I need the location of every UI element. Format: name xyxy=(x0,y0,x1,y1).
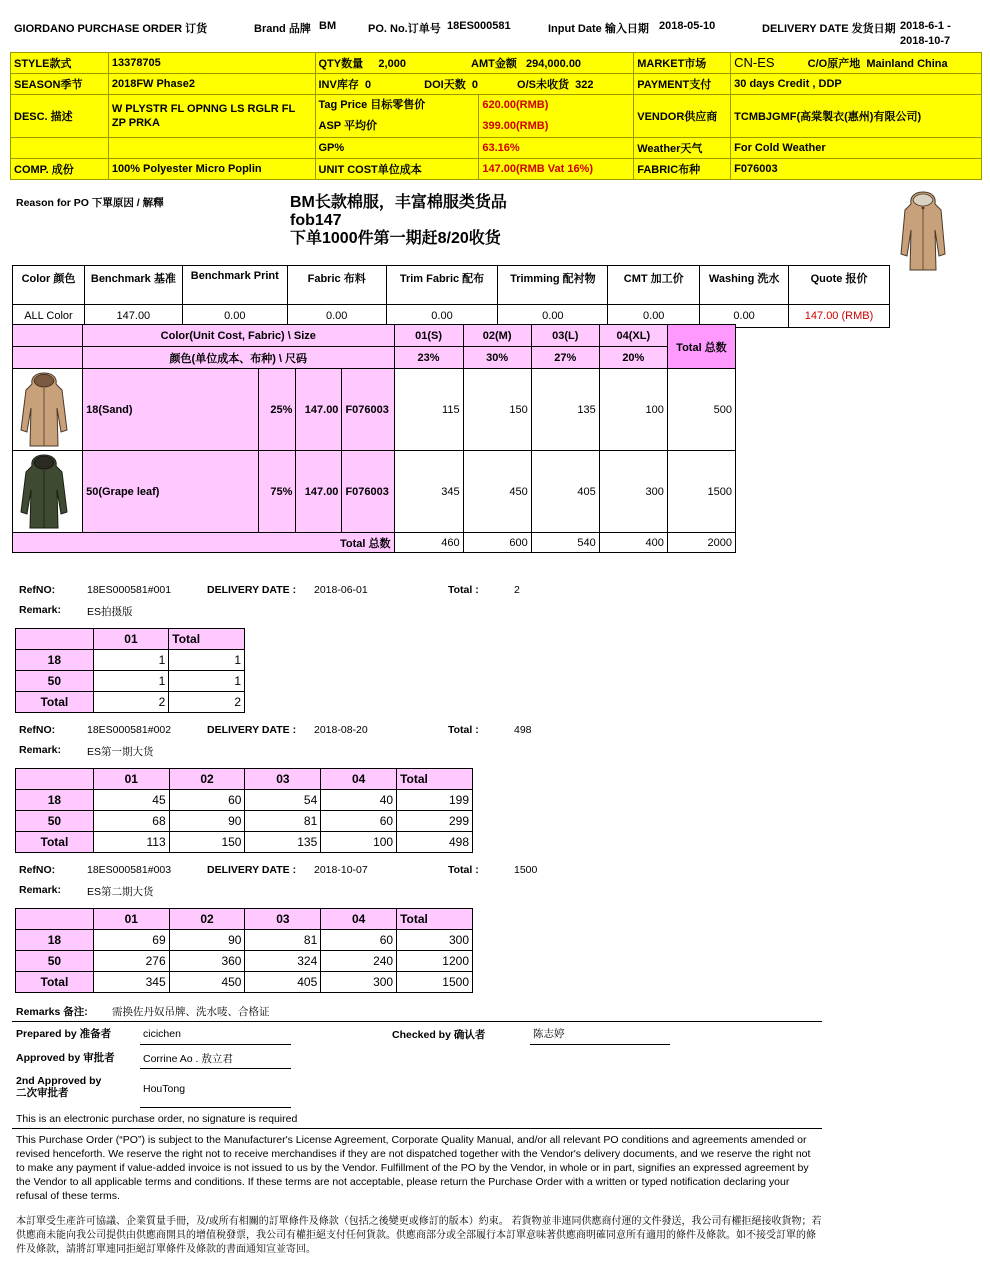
col-header: 01 xyxy=(93,629,169,650)
cost-cell: 0.00 xyxy=(182,305,287,328)
remark-text: ES第一期大货 xyxy=(87,746,154,758)
table-cell: 300 xyxy=(321,972,397,993)
matrix-header-cn: 颜色(单位成本、布种) \ 尺码 xyxy=(83,347,394,369)
delivery-date-start: 2018-6-1 - xyxy=(900,20,951,32)
style-sketch-image xyxy=(893,188,953,274)
size-ratio: 27% xyxy=(531,347,599,369)
cost-header: Benchmark 基准 xyxy=(84,266,182,305)
ref-label: RefNO: xyxy=(19,864,56,876)
delivery-date: 2018-06-01 xyxy=(314,584,368,596)
qty-cell: 345 xyxy=(394,451,463,533)
doi-value: 0 xyxy=(471,79,478,91)
col-header: 02 xyxy=(169,769,245,790)
divider xyxy=(12,1021,822,1022)
col-header: 03 xyxy=(245,769,321,790)
col-header: Total xyxy=(397,909,473,930)
comp-value: 100% Polyester Micro Poplin xyxy=(108,159,315,180)
qty-amt-cell: QTY数量 2,000 AMT金额 294,000.00 xyxy=(315,53,634,74)
inv-doi-os-cell: INV库存 0 DOI天数 0 O/S未收货 322 xyxy=(315,74,634,95)
color-pct: 75% xyxy=(259,451,296,533)
terms-english: This Purchase Order (“PO”) is subject to the Manufacturer's License Agreement, Corporate Quality Manual, and/or all relevant PO conditions and agreements amended or revised henceforth. We reserve the right not to receive merchandises if they are not dispatched together with the Vendor's delivery documents, and we reserve the right not to make any payment if value-added invoice is not issued to us by the Vendor. Fulfillment of the PO by the Vendor, in whole or in part, signifies an expressed agreement by the Vendor to all applicable terms and conditions. If these terms are not acceptable, please return the Purchase Order with a written or typed notification declaring your refusal of these terms. xyxy=(16,1134,811,1202)
table-cell: 90 xyxy=(169,811,245,832)
cost-cell: 0.00 xyxy=(700,305,789,328)
row-label: 18 xyxy=(16,930,94,951)
grand-total-cell: 540 xyxy=(531,533,599,553)
row-label: Total xyxy=(16,972,94,993)
table-cell: 1 xyxy=(93,650,169,671)
style-label: STYLE款式 xyxy=(11,53,109,74)
cost-header: Quote 报价 xyxy=(789,266,890,305)
row-label: 50 xyxy=(16,951,94,972)
color-fabric: F076003 xyxy=(342,369,394,451)
table-cell: 299 xyxy=(397,811,473,832)
qty-cell: 450 xyxy=(463,451,531,533)
delivery-date: 2018-08-20 xyxy=(314,724,368,736)
prepared-by: cicichen xyxy=(143,1028,181,1040)
table-cell: 45 xyxy=(93,790,169,811)
gp-value: 63.16% xyxy=(479,138,634,159)
input-date-value: 2018-05-10 xyxy=(659,20,716,32)
delivery-3-table xyxy=(15,908,473,993)
table-cell: 2 xyxy=(93,692,169,713)
col-header: Total xyxy=(169,629,245,650)
remark-label: Remark: xyxy=(19,884,62,896)
table-cell: 360 xyxy=(169,951,245,972)
table-cell: 345 xyxy=(93,972,169,993)
checked-by: 陈志婷 xyxy=(533,1028,565,1040)
qty-value: 2,000 xyxy=(378,58,406,70)
table-cell: 2 xyxy=(169,692,245,713)
table-cell: 69 xyxy=(93,930,169,951)
table-cell: 405 xyxy=(245,972,321,993)
size-header: 02(M) xyxy=(463,325,531,347)
grand-total-cell: 600 xyxy=(463,533,531,553)
table-cell: 199 xyxy=(397,790,473,811)
color-name: 50(Grape leaf) xyxy=(83,451,259,533)
size-header: 03(L) xyxy=(531,325,599,347)
cost-header: Washing 洗水 xyxy=(700,266,789,305)
brand-value: BM xyxy=(319,20,337,32)
quote-cell: 147.00 (RMB) xyxy=(789,305,890,328)
table-cell: 498 xyxy=(397,832,473,853)
amt-value: 294,000.00 xyxy=(526,58,582,70)
inv-value: 0 xyxy=(364,79,372,91)
ref-no: 18ES000581#002 xyxy=(87,724,172,736)
approved2-label: 2nd Approved by 二次审批者 xyxy=(16,1075,102,1099)
fabric-value: F076003 xyxy=(731,159,982,180)
qty-cell: 300 xyxy=(599,451,667,533)
remarks-text: 需换佐丹奴吊牌、洗水唛、合格证 xyxy=(112,1006,270,1018)
table-cell: 276 xyxy=(93,951,169,972)
table-cell: 150 xyxy=(169,832,245,853)
size-ratio: 23% xyxy=(394,347,463,369)
table-cell: 90 xyxy=(169,930,245,951)
grand-total-cell: 460 xyxy=(394,533,463,553)
table-cell: 40 xyxy=(321,790,397,811)
table-cell: 81 xyxy=(245,930,321,951)
grand-total-cell: 2000 xyxy=(667,533,735,553)
table-cell: 100 xyxy=(321,832,397,853)
row-label: 50 xyxy=(16,671,94,692)
remark-label: Remark: xyxy=(19,744,62,756)
comp-label: COMP. 成份 xyxy=(11,159,109,180)
remarks-label: Remarks 备注: xyxy=(16,1006,88,1018)
os-value: 322 xyxy=(575,79,594,91)
cost-cell: 0.00 xyxy=(287,305,386,328)
row-total: 1500 xyxy=(667,451,735,533)
delivery-date-label: DELIVERY DATE : xyxy=(207,864,297,876)
delivery-total-label: Total : xyxy=(448,584,479,596)
table-cell: 60 xyxy=(321,811,397,832)
table-cell: 60 xyxy=(321,930,397,951)
matrix-row-sand xyxy=(13,369,736,451)
row-label: Total xyxy=(16,692,94,713)
brand-label: Brand 品牌 xyxy=(254,23,311,35)
matrix-grand-total-row xyxy=(13,533,736,553)
tag-price-value: 620.00(RMB) xyxy=(482,99,549,111)
qty-cell: 405 xyxy=(531,451,599,533)
col-header: Total xyxy=(397,769,473,790)
tag-asp-values xyxy=(479,95,634,138)
table-cell: 450 xyxy=(169,972,245,993)
size-matrix-table xyxy=(12,324,736,553)
cost-header: Fabric 布料 xyxy=(287,266,386,305)
style-value: 13378705 xyxy=(108,53,315,74)
market-label: MARKET市场 xyxy=(634,53,731,74)
terms-chinese: 本訂單受生產許可協議、企業質量手冊，及/或所有相關的訂單條件及條款（包括之後變更或修訂的版本）約束。 若貨物並非連同供應商付運的文件發送，我公司有權拒絕接收貨物；若供應商未能向我公司提供由供應商開具的增值稅發票，我公司有權拒絕支付任何貨款。供應商部分或全部履行本訂單意味著供應商明確同意所有適用的條件及條款。如不接受訂單的條件及條款，請將訂單連同拒絕訂單條件及條款的書面通知宣並寄回。 xyxy=(16,1216,822,1255)
electronic-notice: This is an electronic purchase order, no signature is required xyxy=(16,1113,298,1125)
po-no-label: PO. No.订单号 xyxy=(368,23,441,35)
cost-cell: 147.00 xyxy=(84,305,182,328)
table-cell: 54 xyxy=(245,790,321,811)
size-header: 01(S) xyxy=(394,325,463,347)
delivery-total-label: Total : xyxy=(448,724,479,736)
delivery-date: 2018-10-07 xyxy=(314,864,368,876)
table-cell: 60 xyxy=(169,790,245,811)
qty-cell: 115 xyxy=(394,369,463,451)
signature-line xyxy=(140,1044,291,1045)
table-cell: 240 xyxy=(321,951,397,972)
desc-value: W PLYSTR FL OPNNG LS RGLR FL ZP PRKA xyxy=(108,95,315,138)
delivery-1-header: RefNO: xyxy=(19,584,56,596)
size-ratio: 20% xyxy=(599,347,667,369)
weather-label: Weather天气 xyxy=(634,138,731,159)
approved2-by: HouTong xyxy=(143,1083,186,1095)
delivery-total: 2 xyxy=(514,584,520,596)
grand-total-cell: 400 xyxy=(599,533,667,553)
delivery-total: 498 xyxy=(514,724,532,736)
table-cell: 135 xyxy=(245,832,321,853)
cost-cell: ALL Color xyxy=(13,305,85,328)
sand-jacket-image xyxy=(13,369,83,451)
row-label: Total xyxy=(16,832,94,853)
payment-label: PAYMENT支付 xyxy=(634,74,731,95)
cost-header-row xyxy=(13,266,890,305)
reason-label: Reason for PO 下單原因 / 解釋 xyxy=(16,197,164,209)
signature-line xyxy=(140,1068,291,1069)
qty-cell: 135 xyxy=(531,369,599,451)
col-header: 02 xyxy=(169,909,245,930)
qty-cell: 100 xyxy=(599,369,667,451)
fabric-label: FABRIC布种 xyxy=(634,159,731,180)
weather-value: For Cold Weather xyxy=(731,138,982,159)
table-cell: 1 xyxy=(169,650,245,671)
signature-line xyxy=(140,1107,291,1108)
row-label: 18 xyxy=(16,650,94,671)
season-label: SEASON季节 xyxy=(11,74,109,95)
cost-header: CMT 加工价 xyxy=(608,266,700,305)
color-pct: 25% xyxy=(259,369,296,451)
vendor-value: TCMBJGMF(高棠製衣(惠州)有限公司) xyxy=(731,95,982,138)
col-header: 03 xyxy=(245,909,321,930)
input-date-label: Input Date 输入日期 xyxy=(548,23,649,35)
delivery-date-label: DELIVERY DATE : xyxy=(207,724,297,736)
remark-text: ES拍摄版 xyxy=(87,606,133,618)
grand-total-label: Total 总数 xyxy=(13,533,395,553)
table-cell: 68 xyxy=(93,811,169,832)
tag-asp-labels: Tag Price 目标零售价 ASP 平均价 xyxy=(315,95,479,138)
table-cell: 1 xyxy=(169,671,245,692)
approved-by: Corrine Ao . 敖立君 xyxy=(143,1053,233,1065)
color-cost: 147.00 xyxy=(296,369,342,451)
ref-label: RefNO: xyxy=(19,724,56,736)
unit-cost-label: UNIT COST单位成本 xyxy=(315,159,479,180)
delivery-total: 1500 xyxy=(514,864,538,876)
row-label: 50 xyxy=(16,811,94,832)
ref-no: 18ES000581#001 xyxy=(87,584,172,596)
po-info-grid xyxy=(10,52,982,180)
col-header: 01 xyxy=(93,909,169,930)
prepared-label: Prepared by 准备者 xyxy=(16,1028,112,1040)
remark-text: ES第二期大货 xyxy=(87,886,154,898)
ref-no: 18ES000581#003 xyxy=(87,864,172,876)
matrix-header-en: Color(Unit Cost, Fabric) \ Size xyxy=(83,325,394,347)
reason-note: BM长款棉服，丰富棉服类货品 fob147 下单1000件第一期赶8/20收货 xyxy=(290,194,507,247)
season-value: 2018FW Phase2 xyxy=(108,74,315,95)
table-cell: 1500 xyxy=(397,972,473,993)
row-total: 500 xyxy=(667,369,735,451)
cost-header: Benchmark Print xyxy=(182,266,287,305)
unit-cost-value: 147.00(RMB Vat 16%) xyxy=(479,159,634,180)
market-value: CN-ES xyxy=(734,55,775,70)
color-name: 18(Sand) xyxy=(83,369,259,451)
delivery-date-end: 2018-10-7 xyxy=(900,35,951,47)
row-label: 18 xyxy=(16,790,94,811)
delivery-2-table xyxy=(15,768,473,853)
payment-value: 30 days Credit , DDP xyxy=(731,74,982,95)
approved-label: Approved by 审批者 xyxy=(16,1052,115,1064)
vendor-label: VENDOR供应商 xyxy=(634,95,731,138)
delivery-1-table xyxy=(15,628,245,713)
divider xyxy=(12,1128,822,1129)
cost-header: Trimming 配衬物 xyxy=(498,266,608,305)
col-header: 04 xyxy=(321,769,397,790)
desc-label: DESC. 描述 xyxy=(11,95,109,138)
delivery-date-label: DELIVERY DATE 发货日期 xyxy=(762,23,896,35)
asp-value: 399.00(RMB) xyxy=(482,120,549,132)
qty-cell: 150 xyxy=(463,369,531,451)
table-cell: 1 xyxy=(93,671,169,692)
po-title: GIORDANO PURCHASE ORDER 订货 xyxy=(14,23,208,35)
grape-leaf-jacket-image xyxy=(13,451,83,533)
cost-cell: 0.00 xyxy=(498,305,608,328)
remark-label: Remark: xyxy=(19,604,62,616)
color-cost: 147.00 xyxy=(296,451,342,533)
col-header: 01 xyxy=(93,769,169,790)
cost-breakdown-table xyxy=(12,265,890,328)
table-cell: 1200 xyxy=(397,951,473,972)
table-cell: 324 xyxy=(245,951,321,972)
cost-cell: 0.00 xyxy=(608,305,700,328)
cost-cell: 0.00 xyxy=(386,305,498,328)
matrix-row-grape-leaf xyxy=(13,451,736,533)
market-co-cell: CN-ES C/O原产地 Mainland China xyxy=(731,53,982,74)
cost-header: Color 颜色 xyxy=(13,266,85,305)
table-cell: 300 xyxy=(397,930,473,951)
matrix-total-header: Total 总数 xyxy=(667,325,735,369)
po-no-value: 18ES000581 xyxy=(447,20,511,32)
size-header: 04(XL) xyxy=(599,325,667,347)
table-cell: 81 xyxy=(245,811,321,832)
signature-line xyxy=(530,1044,670,1045)
col-header: 04 xyxy=(321,909,397,930)
color-fabric: F076003 xyxy=(342,451,394,533)
checked-label: Checked by 确认者 xyxy=(392,1029,486,1041)
delivery-date-label: DELIVERY DATE : xyxy=(207,584,297,596)
co-value: Mainland China xyxy=(866,58,948,70)
cost-header: Trim Fabric 配布 xyxy=(386,266,498,305)
size-ratio: 30% xyxy=(463,347,531,369)
gp-label: GP% xyxy=(315,138,479,159)
delivery-total-label: Total : xyxy=(448,864,479,876)
table-cell: 113 xyxy=(93,832,169,853)
